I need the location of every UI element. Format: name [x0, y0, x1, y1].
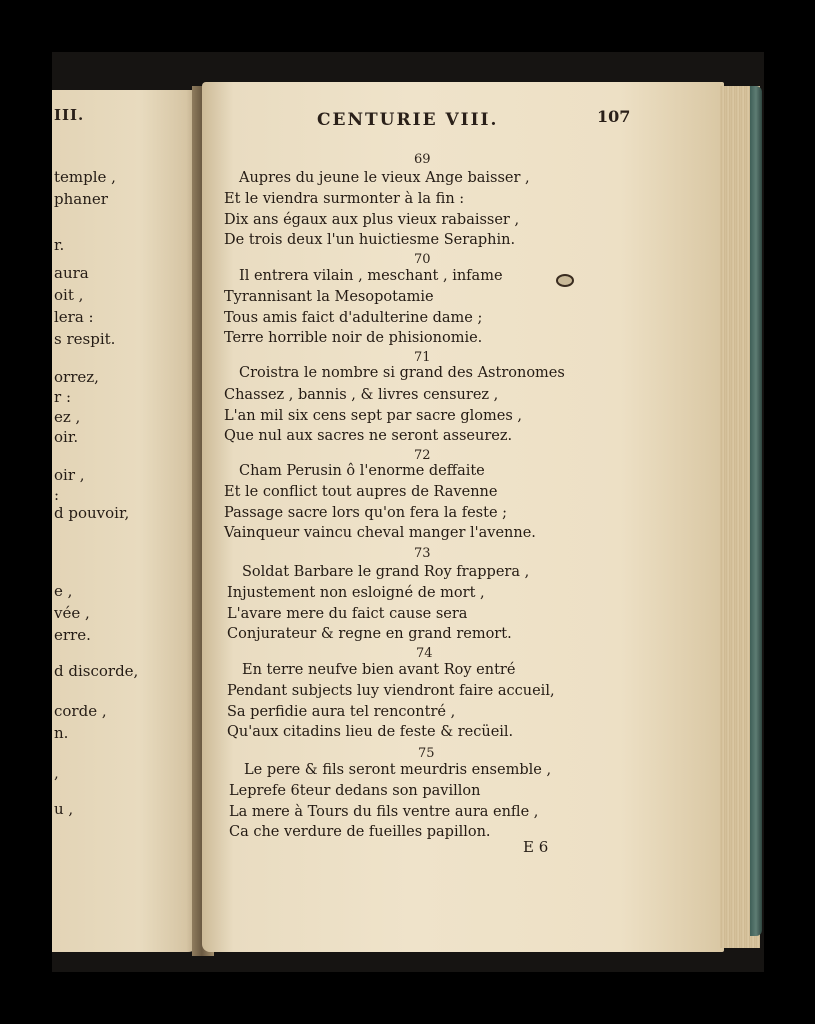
verse-line: Cham Perusin ô l'enorme deffaite	[239, 463, 485, 479]
verse-line: Vainqueur vaincu cheval manger l'avenne.	[224, 525, 536, 541]
verse-line: Le pere & fils seront meurdris ensemble ,	[244, 762, 552, 778]
verse-line: Injustement non esloigné de mort ,	[227, 585, 485, 601]
left-line: orrez,	[54, 368, 99, 386]
left-line: lera :	[54, 308, 94, 326]
left-line: phaner	[54, 190, 108, 208]
verse-line: Chassez , bannis , & livres censurez ,	[224, 387, 499, 403]
verse-line: La mere à Tours du fils ventre aura enfle ,	[229, 804, 539, 820]
quatrain-number: 71	[414, 350, 431, 365]
verse-line: Il entrera vilain , meschant , infame	[239, 268, 503, 284]
left-line: corde ,	[54, 702, 107, 720]
verse-line: Et le conflict tout aupres de Ravenne	[224, 484, 498, 500]
running-header: CENTURIE VIII.	[317, 110, 499, 130]
book-photo	[52, 52, 764, 972]
verse-line: Leprefe 6teur dedans son pavillon	[229, 783, 481, 799]
left-line: :	[54, 486, 60, 504]
verse-line: Passage sacre lors qu'on fera la feste ;	[224, 505, 508, 521]
verse-line: Pendant subjects luy viendront faire accueil,	[227, 683, 555, 699]
verse-line: Soldat Barbare le grand Roy frappera ,	[242, 564, 530, 580]
page-number: 107	[597, 107, 631, 126]
verse-line: Ca che verdure de fueilles papillon.	[229, 824, 491, 840]
left-line: aura	[54, 264, 89, 282]
verse-line: L'avare mere du faict cause sera	[227, 606, 468, 622]
left-line: ,	[54, 764, 59, 782]
verse-line: Sa perfidie aura tel rencontré ,	[227, 704, 456, 720]
left-line: oir.	[54, 428, 79, 446]
left-line: s respit.	[54, 330, 116, 348]
signature-mark: E 6	[523, 838, 549, 856]
verse-line: Terre horrible noir de phisionomie.	[224, 330, 483, 346]
left-line: r :	[54, 388, 71, 406]
quatrain-number: 75	[418, 746, 435, 761]
left-line: temple ,	[54, 168, 116, 186]
left-page-header: III.	[54, 106, 85, 124]
ink-stain-mark	[556, 274, 574, 287]
verse-line: L'an mil six cens sept par sacre glomes ,	[224, 408, 522, 424]
verse-line: Conjurateur & regne en grand remort.	[227, 626, 512, 642]
quatrain-number: 74	[416, 646, 433, 661]
verse-line: Croistra le nombre si grand des Astronomes	[239, 365, 565, 381]
verse-line: Dix ans égaux aux plus vieux rabaisser ,	[224, 212, 520, 228]
left-line: vée ,	[54, 604, 90, 622]
left-line: d discorde,	[54, 662, 139, 680]
left-line: oir ,	[54, 466, 85, 484]
verse-line: Et le viendra surmonter à la fin :	[224, 191, 465, 207]
quatrain-number: 72	[414, 448, 431, 463]
verse-line: Tous amis faict d'adulterine dame ;	[224, 310, 483, 326]
quatrain-number: 73	[414, 546, 431, 561]
verse-line: Qu'aux citadins lieu de feste & recüeil.	[227, 724, 514, 740]
verse-line: Tyrannisant la Mesopotamie	[224, 289, 434, 305]
left-line: ez ,	[54, 408, 81, 426]
left-line: oit ,	[54, 286, 84, 304]
verse-line: Que nul aux sacres ne seront asseurez.	[224, 428, 513, 444]
book-cover	[750, 86, 762, 936]
quatrain-number: 70	[414, 252, 431, 267]
verse-line: De trois deux l'un huictiesme Seraphin.	[224, 232, 516, 248]
left-line: d pouvoir,	[54, 504, 130, 522]
left-line: n.	[54, 724, 69, 742]
quatrain-number: 69	[414, 152, 431, 167]
verse-line: En terre neufve bien avant Roy entré	[242, 662, 516, 678]
left-line: r.	[54, 236, 65, 254]
verse-line: Aupres du jeune le vieux Ange baisser ,	[239, 170, 530, 186]
left-page	[52, 90, 198, 952]
left-line: erre.	[54, 626, 91, 644]
left-line: u ,	[54, 800, 74, 818]
left-line: e ,	[54, 582, 73, 600]
